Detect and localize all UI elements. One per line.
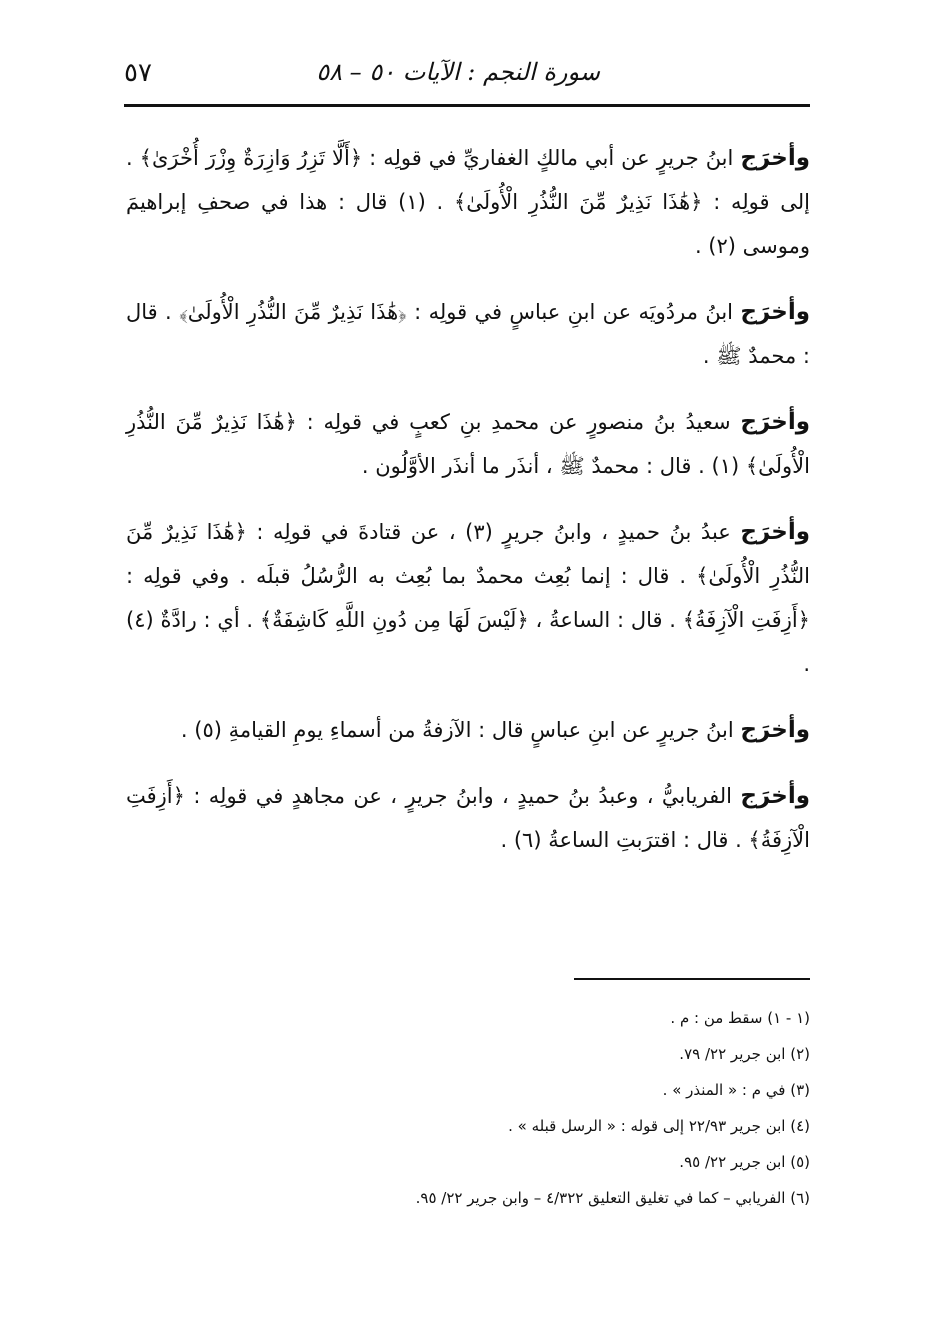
page-header xyxy=(124,58,810,98)
paragraph-lead: وأخرَج xyxy=(740,783,810,809)
running-title: سورة النجم : الآيات ٥٠ – ٥٨ xyxy=(316,58,600,86)
paragraph-lead: وأخرَج xyxy=(740,409,810,435)
footnote-item: (١ - ١) سقط من : م . xyxy=(670,1009,810,1027)
paragraph-3 xyxy=(126,400,810,488)
main-text xyxy=(126,136,810,884)
footnote-item: (٢) ابن جرير ٢٢/ ٧٩. xyxy=(679,1045,810,1063)
paragraph-1 xyxy=(126,136,810,268)
paragraph-4 xyxy=(126,510,810,686)
footnotes xyxy=(126,1000,810,1216)
paragraph-lead: وأخرَج xyxy=(740,519,810,545)
footnote-item: (٥) ابن جرير ٢٢/ ٩٥. xyxy=(679,1153,810,1171)
paragraph-text: الفريابيُّ ، وعبدُ بنُ حميدٍ ، وابنُ جريرٍ ، عن مجاهدٍ في قولِه : ﴿أَزِفَتِ الْآزِفَةُ﴾ . قال : اقترَبتِ الساعةُ (٦) . xyxy=(126,784,810,852)
paragraph-6 xyxy=(126,774,810,862)
paragraph-text: ابنُ جريرٍ عن ابنِ عباسٍ قال : الآزفةُ من أسماءِ يومِ القيامةِ (٥) . xyxy=(180,718,741,742)
footnote-item: (٦) الفريابي – كما في تغليق التعليق ٤/٣٢٢ – وابن جرير ٢٢/ ٩٥. xyxy=(415,1189,810,1207)
paragraph-text: ابنُ جريرٍ عن أبي مالكٍ الغفاريِّ في قولِه : ﴿أَلَّا تَزِرُ وَازِرَةٌ وِزْرَ أُخْرَىٰ﴾ . إلى قولِه : ﴿هَٰذَا نَذِيرٌ مِّنَ النُّذُرِ الْأُولَىٰ﴾ . (١) قال : هذا في صحفِ إبراهيمَ وموسى (٢) . xyxy=(126,146,810,258)
paragraph-text: سعيدُ بنُ منصورٍ عن محمدِ بنِ كعبٍ في قولِه : ﴿هَٰذَا نَذِيرٌ مِّنَ النُّذُرِ الْأُولَىٰ﴾ (١) . قال : محمدٌ ﷺ ، أنذَر ما أنذَر الأوَّلُون . xyxy=(126,410,810,478)
paragraph-lead: وأخرَج xyxy=(740,299,810,325)
paragraph-5 xyxy=(126,708,810,752)
paragraph-text: عبدُ بنُ حميدٍ ، وابنُ جريرٍ (٣) ، عن قتادةَ في قولِه : ﴿هَٰذَا نَذِيرٌ مِّنَ النُّذُرِ الْأُولَىٰ﴾ . قال : إنما بُعِث محمدٌ بما بُعِث به الرُّسُلُ قبلَه . وفي قولِه : ﴿أَزِفَتِ الْآزِفَةُ﴾ . قال : الساعةُ ، ﴿لَيْسَ لَهَا مِن دُونِ اللَّهِ كَاشِفَةٌ﴾ . أي : رادَّةٌ (٤) . xyxy=(126,520,810,676)
footnote-item: (٣) في م : « المنذر » . xyxy=(662,1081,810,1099)
paragraph-text: ابنُ مردُويَه عن ابنِ عباسٍ في قولِه : ﴿هَٰذَا نَذِيرٌ مِّنَ النُّذُرِ الْأُولَىٰ﴾ . قال : محمدٌ ﷺ . xyxy=(126,300,810,368)
page-number: ٥٧ xyxy=(124,58,152,88)
paragraph-2 xyxy=(126,290,810,378)
footnote-item: (٤) ابن جرير ٢٢/٩٣ إلى قوله : « الرسل قبله » . xyxy=(508,1117,810,1135)
paragraph-lead: وأخرَج xyxy=(740,145,810,171)
footnote-rule xyxy=(574,978,810,980)
header-rule xyxy=(124,104,810,107)
paragraph-lead: وأخرَج xyxy=(740,717,810,743)
